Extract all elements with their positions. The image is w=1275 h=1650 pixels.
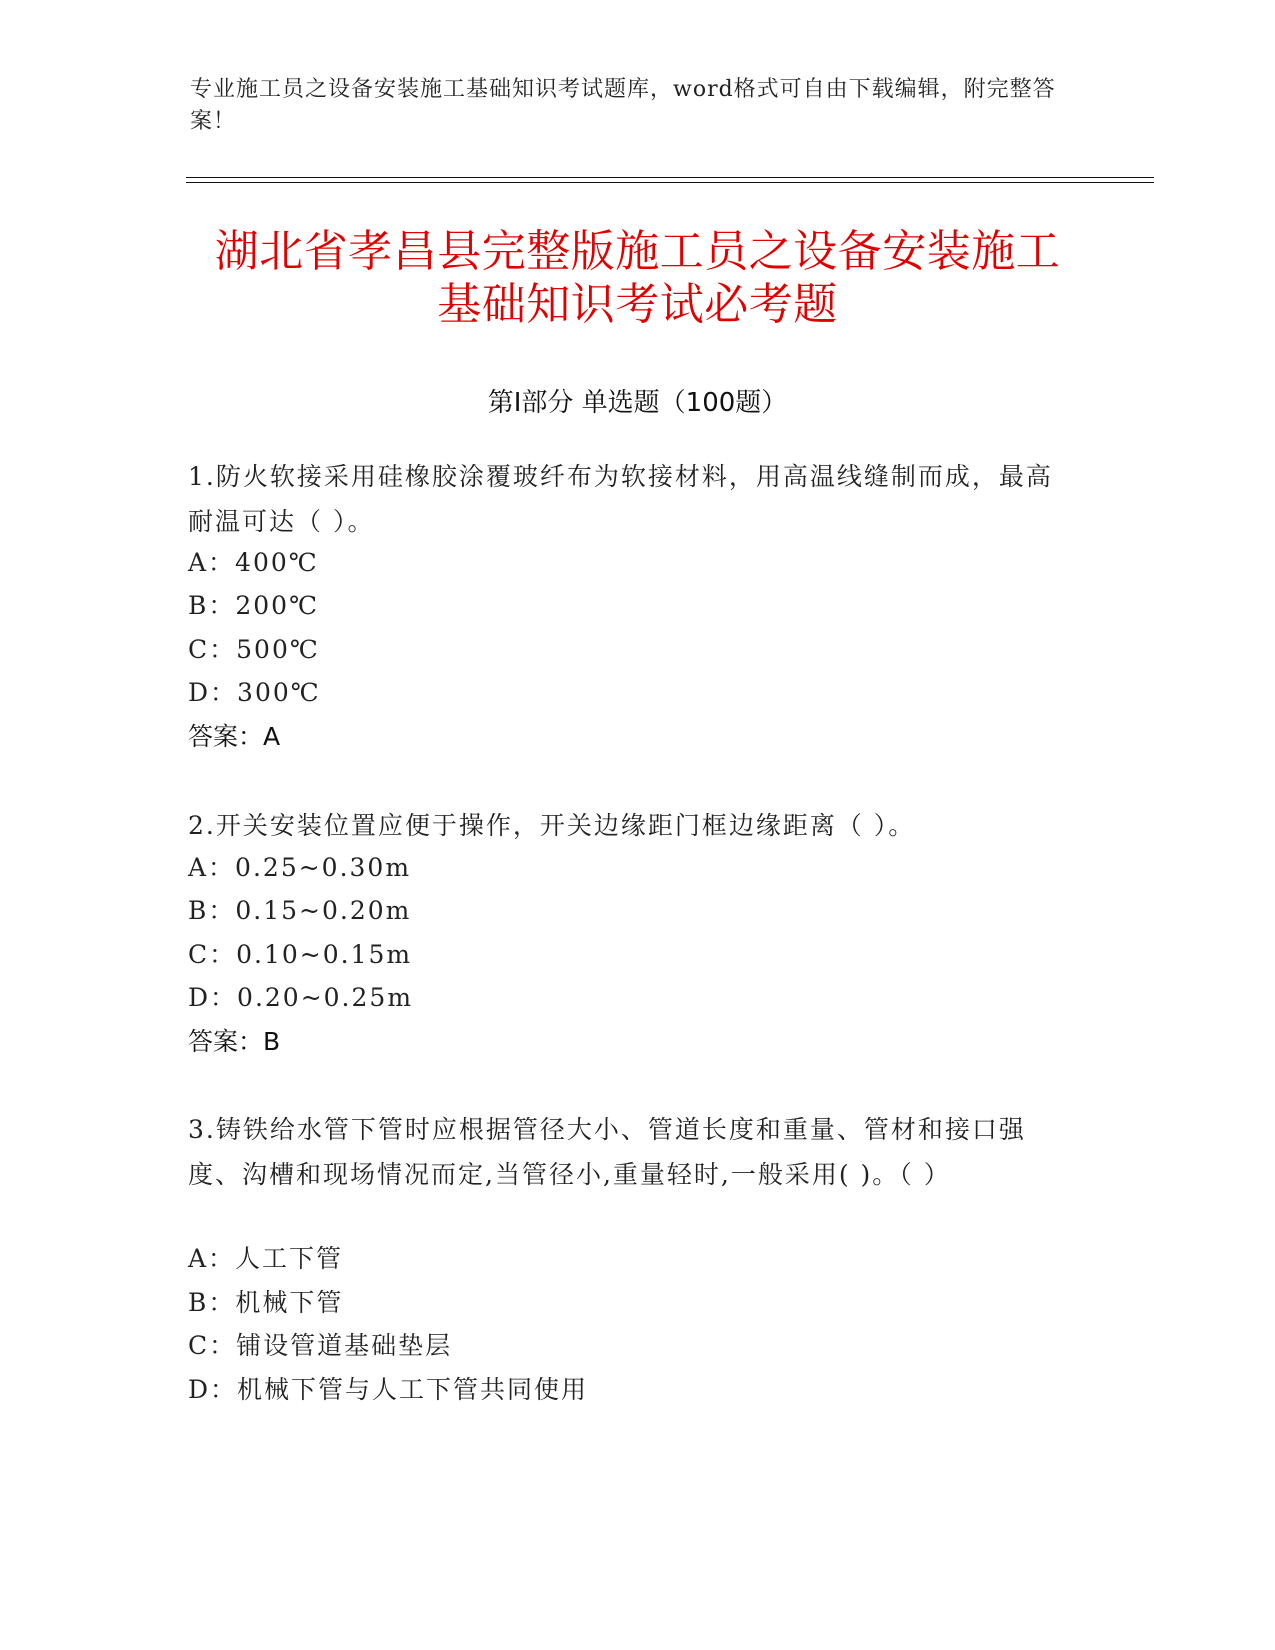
question-2-option-a: A：0.25~0.30m <box>188 853 412 882</box>
header-note: 专业施工员之设备安装施工基础知识考试题库，word格式可自由下载编辑，附完整答案！ <box>190 77 1056 134</box>
header-divider-top <box>186 177 1154 178</box>
question-1-option-d: D：300℃ <box>188 678 321 707</box>
question-1-option-c: C：500℃ <box>188 635 320 664</box>
question-3-option-a: A：人工下管 <box>188 1244 344 1273</box>
question-1-text: 1.防火软接采用硅橡胶涂覆玻纤布为软接材料，用高温线缝制而成，最高耐温可达（ ）。 <box>188 462 1053 536</box>
title-line-1: 湖北省孝昌县完整版施工员之设备安装施工 <box>214 226 1061 277</box>
question-2-option-b: B：0.15~0.20m <box>188 896 412 925</box>
question-2-option-d: D：0.20~0.25m <box>188 983 414 1012</box>
question-3-text: 3.铸铁给水管下管时应根据管径大小、管道长度和重量、管材和接口强度、沟槽和现场情况而定,当管径小,重量轻时,一般采用( )。（ ） <box>188 1115 1026 1189</box>
question-2-answer: 答案：B <box>188 1027 281 1056</box>
question-3-option-b: B：机械下管 <box>188 1288 344 1317</box>
question-2-text: 2.开关安装位置应便于操作，开关边缘距门框边缘距离（ ）。 <box>188 811 916 840</box>
question-3-option-c: C：铺设管道基础垫层 <box>188 1331 453 1360</box>
header-divider-bottom <box>186 182 1154 183</box>
question-2-option-c: C：0.10~0.15m <box>188 940 413 969</box>
document-title <box>150 225 1125 331</box>
question-1-option-b: B：200℃ <box>188 591 320 620</box>
section-heading: 第Ⅰ部分 单选题（100题） <box>487 388 788 418</box>
question-1-answer: 答案：A <box>188 722 281 751</box>
question-3-option-d: D：机械下管与人工下管共同使用 <box>188 1375 589 1404</box>
question-1-option-a: A：400℃ <box>188 548 319 577</box>
title-line-2: 基础知识考试必考题 <box>437 279 838 330</box>
